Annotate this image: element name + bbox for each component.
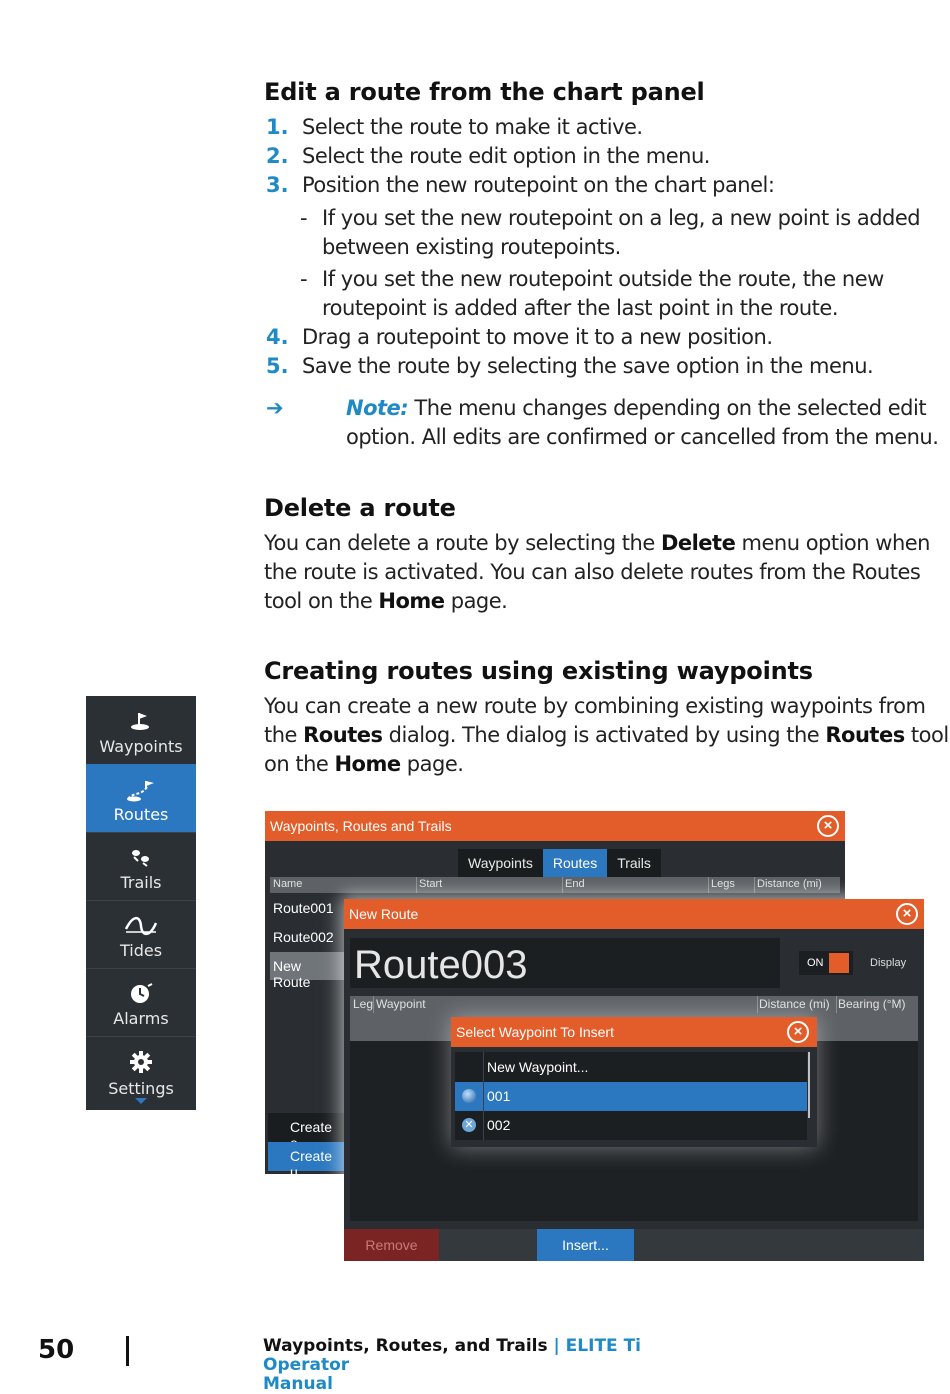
table-row[interactable]: Route002 <box>273 929 334 945</box>
alarms-icon <box>86 980 196 1008</box>
waypoint-dot-icon <box>462 1089 476 1103</box>
bullet-dash: - <box>300 267 308 291</box>
menu-item-alarms[interactable]: Alarms <box>86 968 196 1036</box>
column-header: Distance (mi) <box>757 878 822 890</box>
close-icon[interactable]: × <box>817 815 839 837</box>
new-route-title: New Route <box>349 906 419 922</box>
list-item[interactable]: ✕ 002 <box>455 1111 807 1140</box>
create-button[interactable]: Create <box>268 1113 358 1142</box>
step-number: 1. <box>266 115 289 139</box>
step-text: Select the route edit option in the menu. <box>302 144 710 168</box>
heading-delete-route: Delete a route <box>264 494 456 522</box>
note-text: The menu changes depending on the selected edit <box>408 396 927 420</box>
waypoint-x-icon: ✕ <box>462 1118 476 1132</box>
step-number: 4. <box>266 325 289 349</box>
paragraph-line: on the Home page. <box>264 752 464 776</box>
note-arrow-icon: ➔ <box>266 396 284 420</box>
waypoint-flag-icon <box>86 708 196 736</box>
create-button[interactable]: Create u <box>268 1142 358 1171</box>
close-icon[interactable]: × <box>896 903 918 925</box>
paragraph-line: You can delete a route by selecting the Delete menu option when <box>264 531 930 555</box>
column-header: Waypoint <box>376 997 426 1011</box>
heading-creating-routes: Creating routes using existing waypoints <box>264 657 813 685</box>
column-header: Name <box>273 878 303 890</box>
legs-table-header <box>350 996 918 1013</box>
subitem-line: If you set the new routepoint on a leg, a new point is added <box>322 206 921 230</box>
menu-item-routes[interactable]: Routes <box>86 764 196 832</box>
note-line: option. All edits are confirmed or cancelled from the menu. <box>346 425 939 449</box>
paragraph-line: the Routes dialog. The dialog is activated by using the Routes tool <box>264 723 949 747</box>
column-header: Legs <box>711 878 735 890</box>
button-bar <box>344 1229 924 1261</box>
heading-edit-route: Edit a route from the chart panel <box>264 78 705 106</box>
step-text: Save the route by selecting the save option in the menu. <box>302 354 874 378</box>
scrollbar[interactable] <box>808 1052 810 1118</box>
scroll-down-indicator-icon[interactable] <box>135 1098 147 1104</box>
routes-icon <box>86 776 196 804</box>
insert-button[interactable]: Insert... <box>537 1229 634 1261</box>
route-name-field[interactable]: Route003 <box>350 938 780 988</box>
step-text: Drag a routepoint to move it to a new position. <box>302 325 773 349</box>
wrt-title: Waypoints, Routes and Trails <box>270 818 452 834</box>
remove-button[interactable]: Remove <box>344 1229 439 1261</box>
footer-title: Waypoints, Routes, and Trails | ELITE Ti Operator Manual <box>263 1336 641 1394</box>
column-header: End <box>565 878 585 890</box>
wrt-tabs <box>458 849 661 877</box>
select-waypoint-titlebar <box>451 1017 817 1047</box>
column-header: Leg <box>353 997 374 1011</box>
tab-routes[interactable]: Routes <box>543 849 607 877</box>
routes-table-header <box>270 877 840 893</box>
new-route-titlebar <box>344 899 924 929</box>
subitem-line: routepoint is added after the last point in the route. <box>322 296 839 320</box>
paragraph-line: You can create a new route by combining existing waypoints from <box>264 694 926 718</box>
list-item[interactable]: 001 <box>455 1082 807 1111</box>
display-label: Display <box>870 957 907 969</box>
side-menu <box>86 696 196 1110</box>
settings-gear-icon <box>86 1048 196 1076</box>
trails-icon <box>86 844 196 872</box>
footer-divider <box>126 1336 129 1366</box>
select-waypoint-title: Select Waypoint To Insert <box>456 1024 614 1040</box>
menu-item-tides[interactable]: Tides <box>86 900 196 968</box>
column-header: Start <box>419 878 443 890</box>
wrt-titlebar <box>265 811 845 841</box>
menu-item-trails[interactable]: Trails <box>86 832 196 900</box>
tab-waypoints[interactable]: Waypoints <box>458 849 543 877</box>
close-icon[interactable]: × <box>787 1021 809 1043</box>
display-toggle[interactable]: ON <box>799 951 853 975</box>
step-text: Position the new routepoint on the chart panel: <box>302 173 775 197</box>
step-number: 5. <box>266 354 289 378</box>
tab-trails[interactable]: Trails <box>607 849 661 877</box>
tides-icon <box>86 912 196 940</box>
select-waypoint-dialog <box>451 1017 817 1147</box>
table-row[interactable]: Route001 <box>273 900 334 916</box>
table-row[interactable]: New Route <box>270 952 345 980</box>
step-number: 3. <box>266 173 289 197</box>
waypoint-list <box>455 1052 807 1140</box>
list-item[interactable]: New Waypoint... <box>487 1059 589 1075</box>
subitem-line: If you set the new routepoint outside the route, the new <box>322 267 884 291</box>
step-number: 2. <box>266 144 289 168</box>
step-text: Select the route to make it active. <box>302 115 643 139</box>
page-number: 50 <box>38 1335 75 1365</box>
menu-item-waypoints[interactable]: Waypoints <box>86 696 196 764</box>
paragraph-line: tool on the Home page. <box>264 589 508 613</box>
menu-item-settings[interactable]: Settings <box>86 1036 196 1104</box>
note-label: Note: <box>346 396 409 420</box>
column-header: Distance (mi) <box>759 997 830 1011</box>
subitem-line: between existing routepoints. <box>322 235 621 259</box>
note-line <box>346 394 926 423</box>
paragraph-line: the route is activated. You can also delete routes from the Routes <box>264 560 921 584</box>
column-header: Bearing (°M) <box>838 997 906 1011</box>
bullet-dash: - <box>300 206 308 230</box>
